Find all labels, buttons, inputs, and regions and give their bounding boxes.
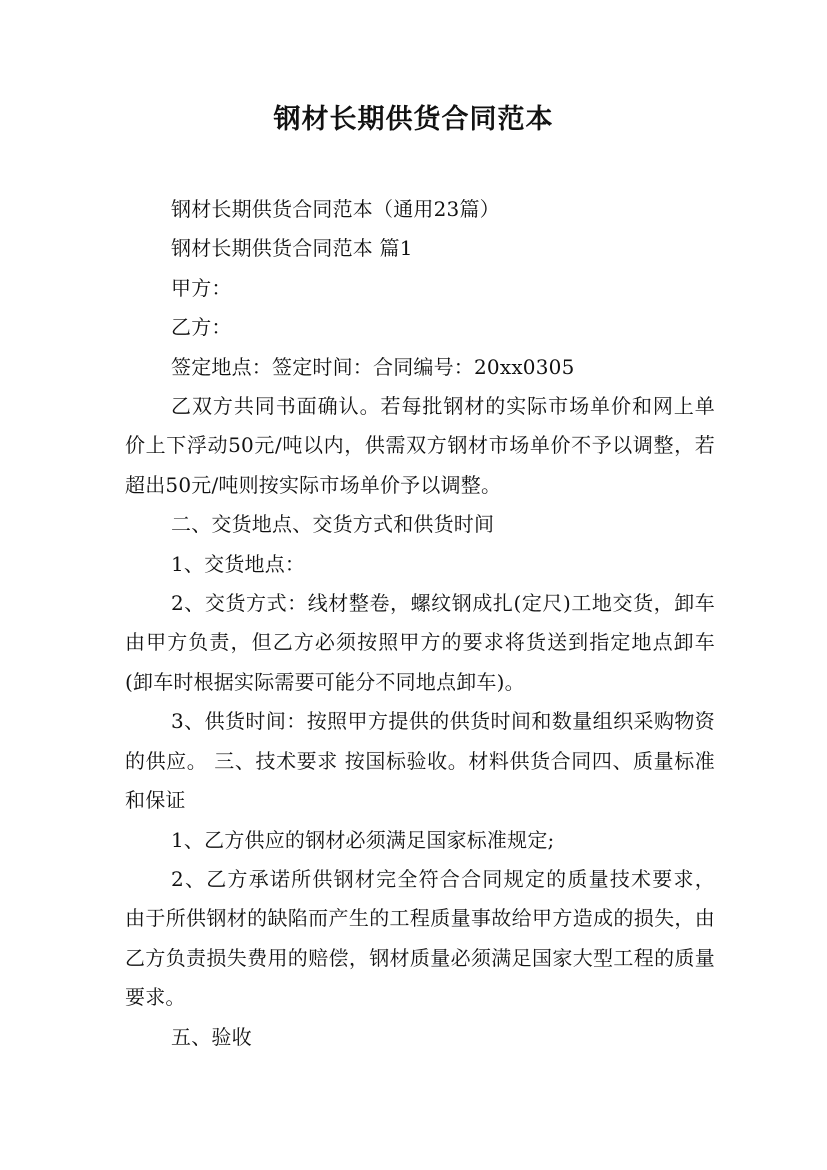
paragraph-subtitle: 钢材长期供货合同范本（通用23篇） <box>171 197 500 221</box>
paragraph-party-b: 乙方： <box>171 315 232 340</box>
paragraph-quality-standard: 1、乙方供应的钢材必须满足国家标准规定; <box>171 827 555 852</box>
paragraph-price-adjustment: 乙双方共同书面确认。若每批钢材的实际市场单价和网上单价上下浮动50元/吨以内，供需双方钢材市场单价不予以调整，若超出50元/吨则按实际市场单价予以调整。 <box>125 394 715 497</box>
paragraph-acceptance-heading: 五、验收 <box>171 1024 252 1049</box>
paragraph-supply-time: 3、供货时间：按照甲方提供的供货时间和数量组织采购物资的供应。 三、技术要求 按国标验收。材料供货合同四、质量标准和保证 <box>125 709 715 813</box>
paragraph-signing-info: 签定地点：签定时间：合同编号：20xx0305 <box>171 354 575 379</box>
document-body <box>125 190 715 1057</box>
paragraph-delivery-method: 2、交货方式：线材整卷，螺纹钢成扎(定尺)工地交货，卸车由甲方负责，但乙方必须按照甲方的要求将货送到指定地点卸车(卸车时根据实际需要可能分不同地点卸车)。 <box>125 591 715 694</box>
document-title: 钢材长期供货合同范本 <box>273 104 554 135</box>
paragraph-party-a: 甲方： <box>171 275 232 300</box>
paragraph-section-heading: 钢材长期供货合同范本 篇1 <box>171 236 413 261</box>
paragraph-quality-guarantee: 2、乙方承诺所供钢材完全符合合同规定的质量技术要求， 由于所供钢材的缺陷而产生的工程质量事故给甲方造成的损失，由乙方负责损失费用的赔偿，钢材质量必须满足国家大型工程的质量要求。 <box>125 866 715 1010</box>
paragraph-delivery-location: 1、交货地点： <box>171 551 306 576</box>
paragraph-delivery-heading: 二、交货地点、交货方式和供货时间 <box>171 512 495 537</box>
